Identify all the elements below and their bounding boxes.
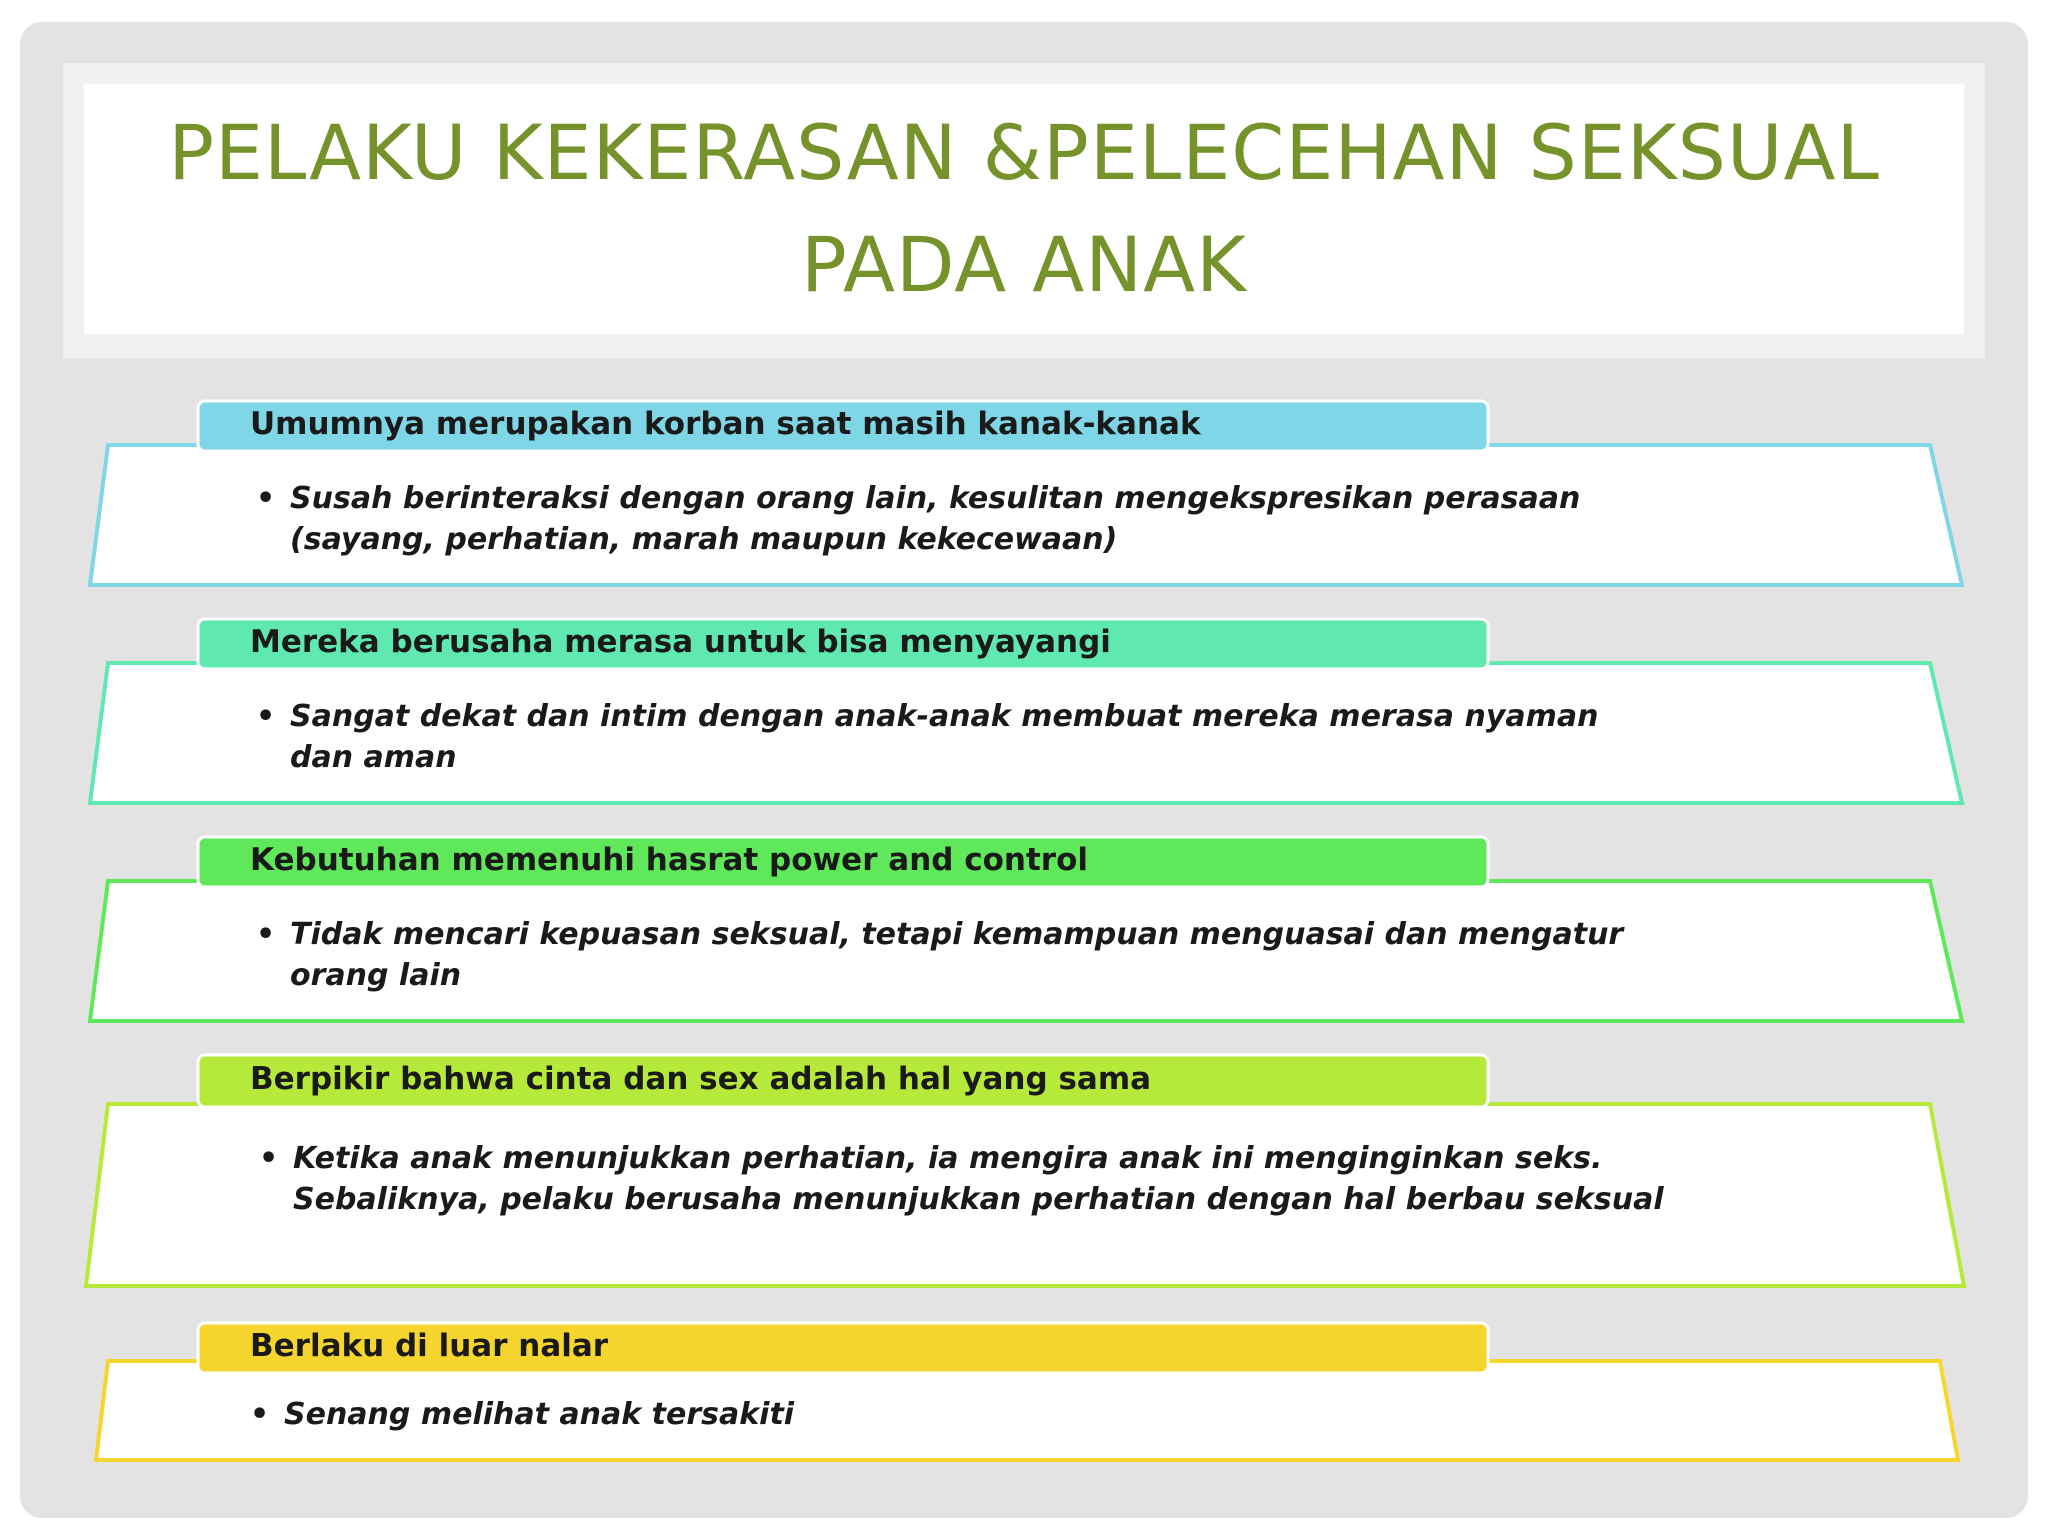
title-box	[84, 84, 1964, 334]
list-item	[0, 398, 2048, 588]
item-heading: Kebutuhan memenuhi hasrat power and control	[250, 842, 1089, 878]
list-item	[0, 834, 2048, 1024]
item-bullet-text: Susah berinteraksi dengan orang lain, kesulitan mengekspresikan perasaan (sayang, perhatian, marah maupun kekecewaan)	[290, 481, 1581, 557]
item-bullet	[256, 478, 1580, 560]
item-bullet	[250, 1394, 794, 1435]
bullet-icon: •	[256, 699, 276, 734]
list-item	[0, 1052, 2048, 1292]
item-bullet-text: Senang melihat anak tersakiti	[284, 1397, 795, 1432]
item-bullet	[256, 914, 1623, 996]
bullet-icon: •	[256, 917, 276, 952]
bullet-icon: •	[259, 1141, 279, 1176]
item-heading: Umumnya merupakan korban saat masih kanak-kanak	[250, 406, 1201, 442]
item-bullet-text: Tidak mencari kepuasan seksual, tetapi kemampuan menguasai dan mengatur orang lain	[290, 917, 1624, 993]
list-item	[0, 616, 2048, 806]
item-heading: Mereka berusaha merasa untuk bisa menyayangi	[250, 624, 1111, 660]
item-bullet	[256, 696, 1599, 778]
bullet-icon: •	[256, 481, 276, 516]
bullet-icon: •	[250, 1397, 270, 1432]
item-bullet	[259, 1138, 1664, 1220]
item-bullet-text: Ketika anak menunjukkan perhatian, ia mengira anak ini menginginkan seks. Sebaliknya, pelaku berusaha menunjukkan perhatian dengan hal berbau seksual	[293, 1141, 1664, 1217]
slide-title: PELAKU KEKERASAN &PELECEHAN SEKSUAL PADA ANAK	[168, 108, 1880, 309]
item-heading: Berlaku di luar nalar	[250, 1328, 609, 1364]
item-heading: Berpikir bahwa cinta dan sex adalah hal yang sama	[250, 1061, 1152, 1097]
list-item	[0, 1320, 2048, 1470]
item-bullet-text: Sangat dekat dan intim dengan anak-anak membuat mereka merasa nyaman dan aman	[290, 699, 1599, 775]
